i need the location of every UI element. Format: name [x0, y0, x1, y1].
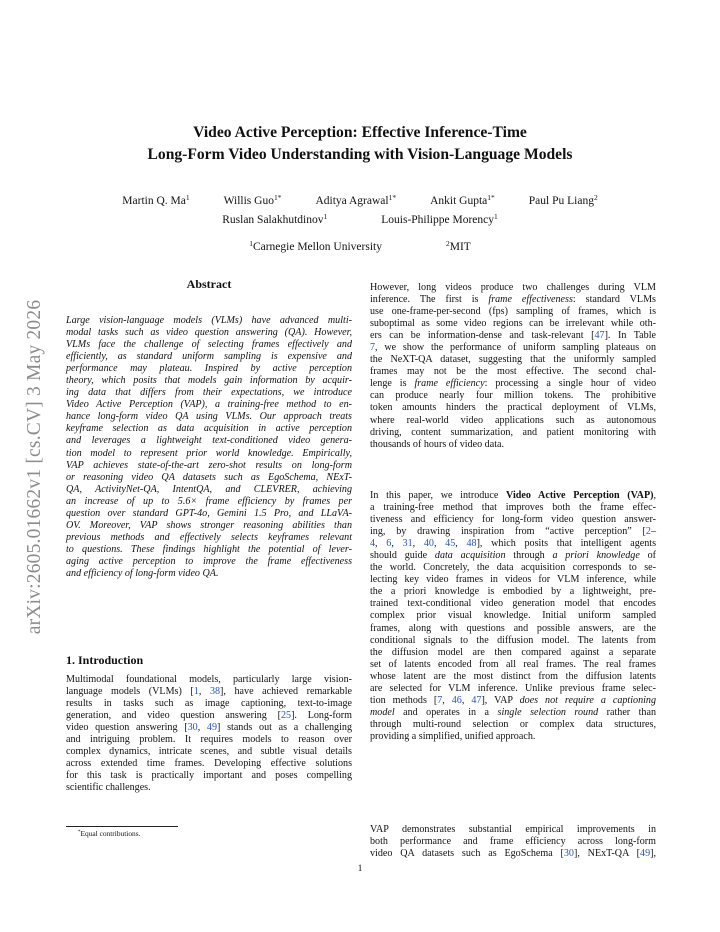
- author: Willis Guo$^{1*}$: [223, 193, 282, 207]
- citation-link[interactable]: 48: [466, 538, 477, 550]
- abstract-line: an increase of up to 5.6× frame efficiency by frames per: [66, 495, 352, 507]
- section-heading: 1. Introduction: [66, 653, 144, 667]
- abstract-line: or reasoning video QA datasets such as EgoSchema, NExT-: [66, 471, 352, 483]
- arxiv-id-text: arXiv:2605.01662v1 [cs.CV] 3 May 2026: [24, 299, 45, 635]
- paper-title: [60, 122, 660, 166]
- author: Ankit Gupta$^{1*}$: [430, 193, 495, 207]
- citation-link[interactable]: 31: [402, 538, 413, 550]
- page-number: 1: [357, 863, 363, 874]
- title-line: Video Active Perception: Effective Inference-Time: [193, 124, 527, 141]
- abstract-line: previous methods and effectively selects keyframes relevant: [66, 531, 352, 543]
- citation-link[interactable]: 49: [206, 722, 218, 734]
- abstract-line: performance may plateau. Inspired by active perception: [66, 363, 352, 375]
- abstract-line: QA, ActivityNet-QA, IntentQA, and CLEVRER, achieving: [66, 483, 352, 495]
- author-row: [60, 190, 660, 209]
- abstract-line: aging active perception to improve the frame effectiveness: [66, 555, 352, 567]
- citation-link[interactable]: 25: [280, 710, 292, 722]
- citation-link[interactable]: 47: [471, 694, 482, 706]
- citation-link[interactable]: 30: [187, 722, 198, 734]
- abstract-body: [66, 315, 352, 580]
- author-list: [60, 190, 660, 228]
- abstract-line: theory, which posits that models gain information by acquir-: [66, 375, 352, 387]
- citation-link[interactable]: 47: [594, 330, 605, 342]
- citation-link[interactable]: 49: [640, 848, 651, 860]
- abstract-line: VLMs face the challenge of selecting frames effectively and: [66, 339, 352, 351]
- footnote-divider: [66, 826, 178, 827]
- abstract-line: to questions. These findings highlight the potential of lever-: [66, 543, 352, 555]
- body-paragraph: VAP demonstrates substantial empirical improvements in both performance and frame efficiency across long-form video QA datasets such as EgoSchema [30], NExT-QA [49],: [370, 824, 656, 860]
- author: Ruslan Salakhutdinov$^1$: [222, 212, 328, 226]
- abstract-line: hance long-form video QA using VLMs. Our approach treats: [66, 411, 352, 423]
- citation-link[interactable]: 1: [193, 686, 199, 698]
- citation-link[interactable]: 2: [645, 526, 651, 538]
- abstract-line: modal tasks such as video question answering (QA). However,: [66, 327, 352, 339]
- arxiv-identifier-stamp: [22, 262, 48, 672]
- citation-link[interactable]: 40: [423, 538, 434, 550]
- citation-link[interactable]: 30: [563, 848, 574, 860]
- abstract-line: OV. Moreover, VAP shows stronger reasoning abilities than: [66, 519, 352, 531]
- affiliations: [60, 239, 660, 253]
- citation-link[interactable]: 7: [437, 694, 443, 706]
- abstract-line: and leverages a lightweight text-conditioned video genera-: [66, 435, 352, 447]
- author-row: [60, 209, 660, 228]
- abstract-line: efficiently, as standard uniform sampling is expensive and: [66, 351, 352, 363]
- citation-link[interactable]: 4: [370, 538, 376, 550]
- title-line: Long-Form Video Understanding with Vision-Language Models: [147, 146, 573, 163]
- abstract-line: VAP achieves state-of-the-art zero-shot results on long-form: [66, 459, 352, 471]
- abstract-heading: Abstract: [186, 277, 232, 291]
- abstract-line: Video Active Perception (VAP), a training-free method to en-: [66, 399, 352, 411]
- author: Martin Q. Ma$^1$: [122, 193, 190, 207]
- abstract-line: question over standard GPT-4o, Gemini 1.5 Pro, and LLaVA-: [66, 507, 352, 519]
- table-reference-link[interactable]: 7: [370, 342, 376, 354]
- citation-link[interactable]: 45: [445, 538, 456, 550]
- abstract-line: tion model to represent prior world knowledge. Empirically,: [66, 447, 352, 459]
- footnote: *Equal contributions.: [78, 829, 141, 838]
- abstract-line: and efficiency of long-form video QA.: [66, 567, 219, 579]
- abstract-line: keyframe selection as data acquisition in active perception: [66, 423, 352, 435]
- body-paragraph: However, long videos produce two challenges during VLM inference. The first is frame effectiveness: standard VLMs use one-frame-per-second (fps) sampling of frames, which is suboptimal as some video regions can be irrelevant while oth- ers can be information-dense and task-relevant [47]. In Table 7, we show the performance of uniform sampling plateaus on the NeXT-QA dataset, suggesting that the uniformly sampled frames may not be the most effective. The second chal- lenge is frame efficiency: processing a single hour of video can produce nearly four million tokens. The prohibitive token amounts hinders the practical deployment of VLMs, where real-world video applications such as autonomous driving, content summarization, and patient monitoring with thousands of hours of video data.: [370, 282, 656, 450]
- affiliation: $^1$Carnegie Mellon University: [249, 239, 382, 253]
- author: Louis-Philippe Morency$^1$: [381, 212, 498, 226]
- body-paragraph: In this paper, we introduce Video Active Perception (VAP), a training-free method that improves both the frame effec- tiveness and efficiency for long-form video question answer- ing, by drawing inspiration from “active perception” [2– 4, 6, 31, 40, 45, 48], which posits that intelligent agents should guide data acquisition through a priori knowledge of the world. Concretely, the data acquisition corresponds to se- lecting key video frames in videos for VLM inference, while the a priori knowledge is embodied by a lightweight, pre- trained text-conditional video generation model that encodes complex prior visual knowledge. Initial uniform sampled frames, along with questions and possible answers, are the conditional signals to the diffusion model. The latents from the diffusion model are then compared against a separate set of latents encoded from all real frames. The real frames whose latent are the most distinct from the diffusion latents are selected for VLM inference. Unlike previous frame selec- tion methods [7, 46, 47], VAP does not require a captioning model and operates in a single selection round rather than through multi-round selection or complex data structures, providing a simplified, unified approach.: [370, 490, 657, 742]
- abstract-line: ing data that differs from their expectations, we introduce: [66, 387, 352, 399]
- citation-link[interactable]: 38: [209, 686, 221, 698]
- abstract-line: Large vision-language models (VLMs) have advanced multi-: [66, 315, 352, 326]
- citation-link[interactable]: 46: [451, 694, 462, 706]
- author: Paul Pu Liang$^2$: [528, 193, 598, 207]
- affiliation: $^2$MIT: [445, 239, 471, 253]
- author: Aditya Agrawal$^{1*}$: [315, 193, 397, 207]
- citation-link[interactable]: 6: [386, 538, 392, 550]
- intro-paragraph: Multimodal foundational models, particularly large vision- language models (VLMs) [1, 38], have achieved remarkable results in tasks such as image captioning, text-to-image generation, and video question answering [25]. Long-form video question answering [30, 49] stands out as a challenging and intriguing problem. It requires models to reason over complex dynamics, intricate scenes, and subtle visual details across extended time frames. Developing effective solutions for this task is practically important and poses compelling scientific challenges.: [66, 674, 353, 794]
